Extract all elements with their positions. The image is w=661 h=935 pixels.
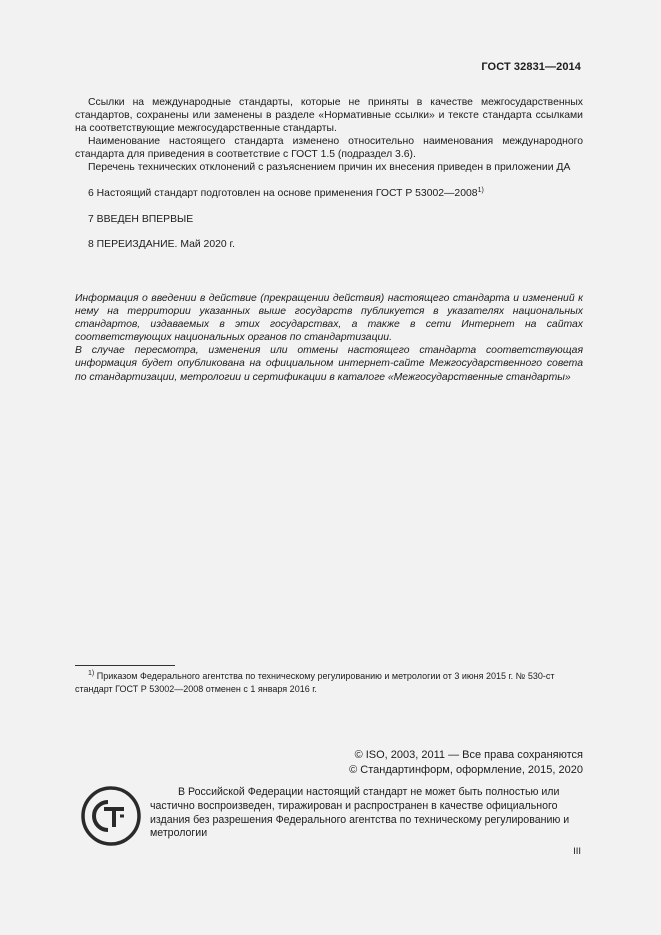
item-7: 7 ВВЕДЕН ВПЕРВЫЕ (88, 213, 194, 225)
info-paragraph-2: В случае пересмотра, изменения или отмены настоящего стандарта соответствующая информация будет опубликована на официальном интернет-сайте Межгосударственного совета по стандартизации, метрологии и сертификации в каталоге «Межгосударственные стандарты» (75, 345, 583, 383)
footnote-marker: 1) (88, 670, 95, 677)
item-6-text: 6 Настоящий стандарт подготовлен на основе применения ГОСТ Р 53002—2008 (88, 188, 478, 200)
footnote-text: Приказом Федерального агентства по техническому регулированию и метрологии от 3 июня 2015 г. № 530-ст стандарт ГОСТ Р 53002—2008 отменен с 1 января 2016 г. (75, 671, 555, 694)
info-paragraph-1: Информация о введении в действие (прекращении действия) настоящего стандарта и изменений к нему на территории указанных выше государств публикуется в указателях национальных стандартов, издаваемых в этих государствах, а также в сети Интернет на сайтах соответствующих национальных органов по стандартизации. (75, 293, 583, 344)
footnote-divider (75, 665, 175, 666)
paragraph-deviations: Перечень технических отклонений с разъяснением причин их внесения приведен в приложении ДА (88, 162, 571, 174)
info-block (75, 292, 583, 384)
copyright-standartinform: © Стандартинформ, оформление, 2015, 2020 (349, 764, 583, 776)
copyright-iso: © ISO, 2003, 2011 — Все права сохраняются (354, 749, 583, 761)
paragraph-name-change: Наименование настоящего стандарта изменено относительно наименования международного стандарта для приведения в соответствие с ГОСТ 1.5 (подраздел 3.6). (75, 136, 583, 161)
item-6 (75, 187, 583, 200)
rst-mark-icon (80, 785, 142, 847)
foreword-body (75, 96, 583, 251)
footnote-paragraph (75, 670, 583, 695)
page-number: III (573, 846, 581, 857)
document-code: ГОСТ 32831—2014 (481, 61, 581, 73)
footnote (75, 670, 583, 695)
footnote-ref: 1) (477, 187, 484, 195)
paragraph-intl-references: Ссылки на международные стандарты, которые не приняты в качестве межгосударственных стандартов, сохранены или заменены в разделе «Нормативные ссылки» и тексте стандарта ссылками на соответствующие межгосударственные стандарты. (75, 97, 583, 135)
copyright-block (349, 748, 583, 778)
rights-notice-text: В Российской Федерации настоящий стандарт не может быть полностью или частично воспроизведен, тиражирован и распространен в качестве официального издания без разрешения Федерального агентства по техническому регулированию и метрологии (150, 786, 570, 840)
item-8: 8 ПЕРЕИЗДАНИЕ. Май 2020 г. (88, 239, 235, 251)
rights-notice (150, 786, 583, 841)
